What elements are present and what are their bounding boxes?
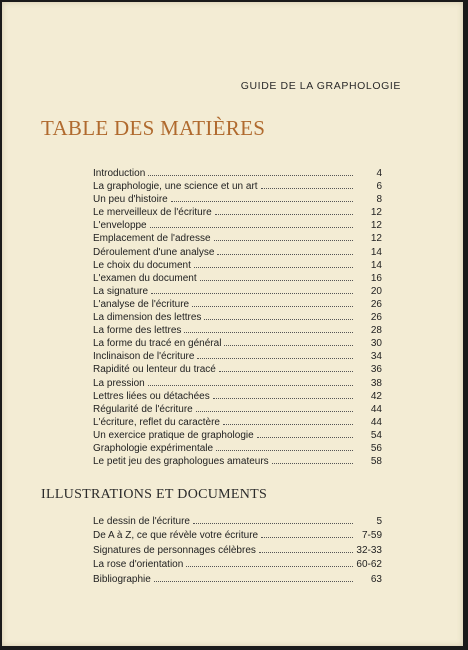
toc-entry-label: Bibliographie xyxy=(93,573,151,585)
toc-entry-label: Le petit jeu des graphologues amateurs xyxy=(93,456,269,468)
dot-leader xyxy=(194,266,353,268)
toc-entry xyxy=(93,529,382,543)
toc-entry-page: 14 xyxy=(370,259,382,271)
toc-entry-page: 58 xyxy=(370,456,382,468)
toc-entry-label: La rose d'orientation xyxy=(93,559,184,571)
toc-entry-label: La dimension des lettres xyxy=(93,312,202,324)
toc-entry-label: Rapidité ou lenteur du tracé xyxy=(93,364,216,376)
dot-leader xyxy=(148,384,353,386)
toc-entry xyxy=(93,246,382,259)
toc-entry-page: 12 xyxy=(370,233,382,245)
toc-entry xyxy=(93,337,382,350)
toc-entry xyxy=(93,429,382,442)
toc-entry-label: Graphologie expérimentale xyxy=(93,442,214,454)
dot-leader xyxy=(151,292,353,294)
illustrations-section-title: ILLUSTRATIONS ET DOCUMENTS xyxy=(41,487,268,502)
dot-leader xyxy=(259,551,353,553)
toc-entry-page: 12 xyxy=(370,220,382,232)
toc-entry xyxy=(93,259,382,272)
toc-entry-label: L'analyse de l'écriture xyxy=(93,298,190,310)
toc-entry-page: 4 xyxy=(376,168,382,179)
dot-leader xyxy=(184,331,353,333)
toc-entry-page: 34 xyxy=(370,351,382,363)
toc-entry xyxy=(93,272,382,285)
book-page xyxy=(2,2,463,646)
toc-entry-label: Un exercice pratique de graphologie xyxy=(93,429,254,441)
toc-entry-page: 32-33 xyxy=(356,544,382,556)
toc-entry xyxy=(93,558,382,572)
toc-entry-page: 54 xyxy=(370,429,382,441)
toc-entry-page: 30 xyxy=(370,338,382,350)
toc-entry-label: La pression xyxy=(93,377,145,389)
toc-entry-page: 44 xyxy=(370,403,382,415)
toc-entry-page: 20 xyxy=(370,285,382,297)
dot-leader xyxy=(272,462,353,464)
toc-entry xyxy=(93,390,382,403)
dot-leader xyxy=(257,436,353,438)
toc-entry xyxy=(93,416,382,429)
toc-entry xyxy=(93,232,382,245)
dot-leader xyxy=(204,318,353,320)
toc-entry xyxy=(93,377,382,390)
dot-leader xyxy=(224,344,353,346)
toc-entry xyxy=(93,311,382,324)
toc-entry-label: Le merveilleux de l'écriture xyxy=(93,207,212,219)
toc-entry xyxy=(93,363,382,376)
page-title: TABLE DES MATIÈRES xyxy=(41,116,266,140)
toc-entry-page: 5 xyxy=(376,516,382,527)
dot-leader xyxy=(171,200,353,202)
dot-leader xyxy=(261,187,353,189)
toc-entry xyxy=(93,403,382,416)
toc-entry xyxy=(93,442,382,455)
dot-leader xyxy=(196,410,353,412)
toc-entry-label: La signature xyxy=(93,285,149,297)
toc-entry-label: Introduction xyxy=(93,168,146,179)
dot-leader xyxy=(213,397,353,399)
dot-leader xyxy=(148,174,353,176)
toc-entry-label: Régularité de l'écriture xyxy=(93,403,193,415)
toc-entry-page: 16 xyxy=(370,272,382,284)
toc-entry-label: Lettres liées ou détachées xyxy=(93,390,210,402)
toc-entry-label: Le choix du document xyxy=(93,259,191,271)
toc-entry xyxy=(93,285,382,298)
toc-entry-label: L'écriture, reflet du caractère xyxy=(93,416,220,428)
toc-entry-label: La graphologie, une science et un art xyxy=(93,181,258,193)
toc-entry-page: 26 xyxy=(370,298,382,310)
illustrations-list xyxy=(93,515,382,587)
toc-entry-page: 42 xyxy=(370,390,382,402)
toc-entry xyxy=(93,350,382,363)
dot-leader xyxy=(186,565,353,567)
toc-entry-label: L'enveloppe xyxy=(93,220,147,232)
toc-entry-page: 6 xyxy=(376,181,382,193)
toc-entry-page: 36 xyxy=(370,364,382,376)
dot-leader xyxy=(197,357,353,359)
dot-leader xyxy=(215,213,353,215)
toc-entry xyxy=(93,544,382,558)
toc-entry xyxy=(93,324,382,337)
dot-leader xyxy=(261,536,353,538)
toc-entry-label: Un peu d'histoire xyxy=(93,194,168,206)
dot-leader xyxy=(200,279,353,281)
toc-entry xyxy=(93,206,382,219)
dot-leader xyxy=(223,423,353,425)
running-header: GUIDE DE LA GRAPHOLOGIE xyxy=(240,80,401,92)
toc-entry-page: 60-62 xyxy=(356,559,382,571)
toc-entry xyxy=(93,193,382,206)
toc-entry-page: 38 xyxy=(370,377,382,389)
toc-entry-label: Signatures de personnages célèbres xyxy=(93,544,256,556)
toc-entry xyxy=(93,219,382,232)
toc-entry-page: 8 xyxy=(376,194,382,206)
dot-leader xyxy=(216,449,353,451)
toc-entry-label: La forme du tracé en général xyxy=(93,338,222,350)
toc-entry-page: 28 xyxy=(370,325,382,337)
toc-entry xyxy=(93,298,382,311)
toc-entry xyxy=(93,180,382,193)
toc-entry-label: Déroulement d'une analyse xyxy=(93,246,215,258)
dot-leader xyxy=(214,239,353,241)
toc-entry-page: 26 xyxy=(370,312,382,324)
dot-leader xyxy=(219,370,353,372)
dot-leader xyxy=(192,305,353,307)
toc-entry xyxy=(93,573,382,587)
contents-list xyxy=(93,167,382,468)
toc-entry-page: 44 xyxy=(370,416,382,428)
toc-entry-label: Le dessin de l'écriture xyxy=(93,516,190,527)
toc-entry-label: L'examen du document xyxy=(93,272,197,284)
dot-leader xyxy=(150,226,353,228)
toc-entry xyxy=(93,455,382,468)
toc-entry xyxy=(93,515,382,529)
toc-entry-label: Inclinaison de l'écriture xyxy=(93,351,195,363)
toc-entry-page: 7-59 xyxy=(361,530,382,542)
toc-entry-page: 14 xyxy=(370,246,382,258)
toc-entry-page: 12 xyxy=(370,207,382,219)
toc-entry-label: La forme des lettres xyxy=(93,325,182,337)
toc-entry-page: 63 xyxy=(370,573,382,585)
toc-entry xyxy=(93,167,382,180)
dot-leader xyxy=(217,253,353,255)
dot-leader xyxy=(193,522,353,524)
dot-leader xyxy=(154,580,353,582)
toc-entry-label: Emplacement de l'adresse xyxy=(93,233,211,245)
toc-entry-label: De A à Z, ce que révèle votre écriture xyxy=(93,530,259,542)
toc-entry-page: 56 xyxy=(370,442,382,454)
